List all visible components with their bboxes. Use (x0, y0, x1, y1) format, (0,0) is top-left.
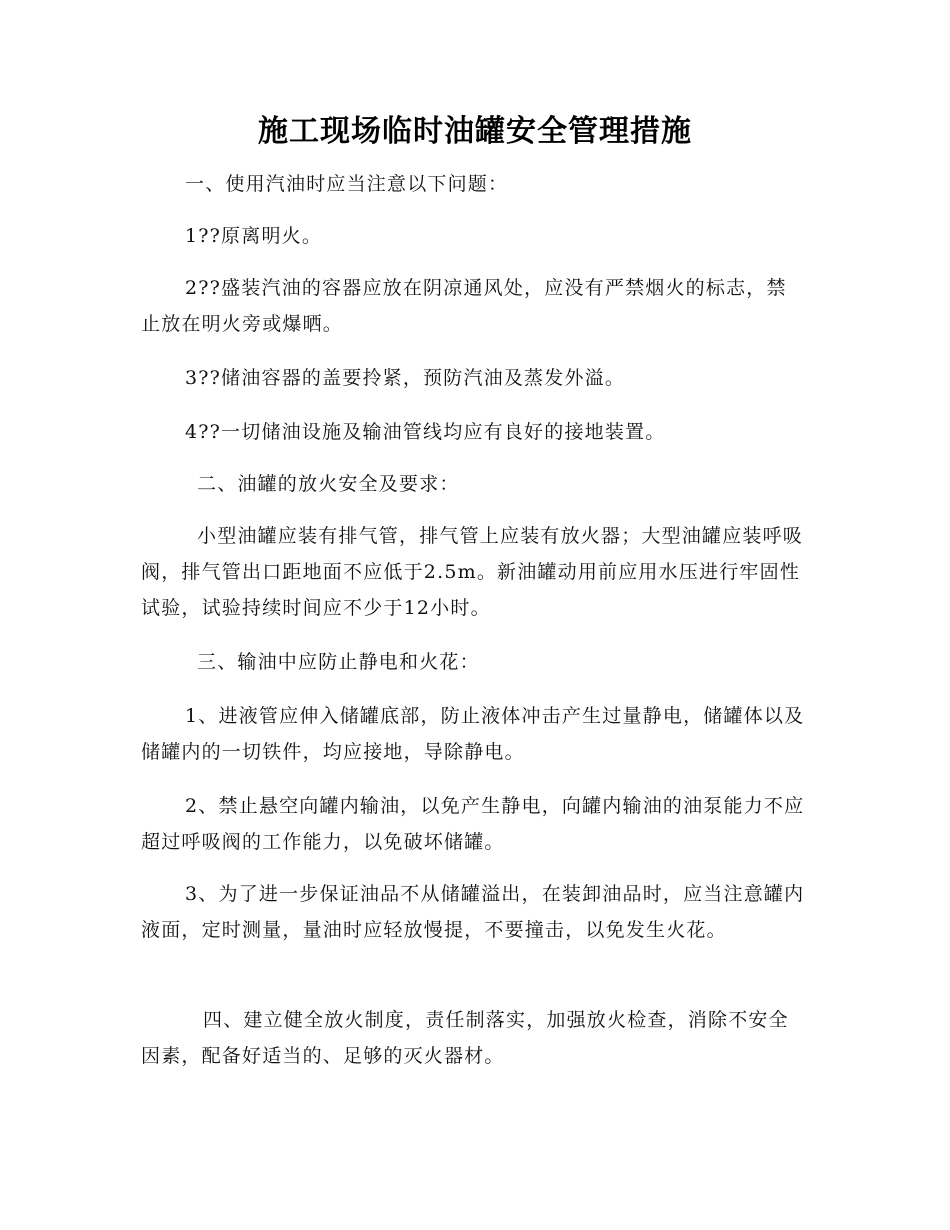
section3-item2: 2、禁止悬空向罐内输油，以免产生静电，向罐内输油的油泵能力不应超过呼吸阀的工作能力，以免破坏储罐。 (141, 795, 805, 853)
section2-heading: 二、油罐的放火安全及要求： (197, 473, 460, 495)
section2-body: 小型油罐应装有排气管，排气管上应装有放火器；大型油罐应装呼吸阀，排气管出口距地面不应低于2.5m。新油罐动用前应用水压进行牢固性试验，试验持续时间应不少于12小时。 (141, 525, 804, 619)
section1-item1: 1??原离明火。 (185, 225, 323, 247)
section3-heading: 三、输油中应防止静电和火花： (197, 651, 480, 673)
section1-heading: 一、使用汽油时应当注意以下问题： (185, 173, 509, 195)
section1-item3: 3??储油容器的盖要拎紧，预防汽油及蒸发外溢。 (185, 367, 626, 389)
section3-item1: 1、进液管应伸入储罐底部，防止液体冲击产生过量静电，储罐体以及储罐内的一切铁件，均应接地，导除静电。 (141, 705, 805, 763)
document-title: 施工现场临时油罐安全管理措施 (258, 114, 692, 149)
section3-item3: 3、为了进一步保证油品不从储罐溢出，在装卸油品时，应当注意罐内液面，定时测量，量油时应轻放慢提，不要撞击，以免发生火花。 (141, 883, 805, 941)
section1-item4: 4??一切储油设施及输油管线均应有良好的接地装置。 (185, 421, 666, 443)
section1-item2: 2??盛装汽油的容器应放在阴凉通风处，应没有严禁烟火的标志，禁止放在明火旁或爆晒。 (141, 277, 787, 335)
section4-paragraph: 四、建立健全放火制度，责任制落实，加强放火检查，消除不安全因素，配备好适当的、足够的灭火器材。 (141, 1009, 789, 1067)
